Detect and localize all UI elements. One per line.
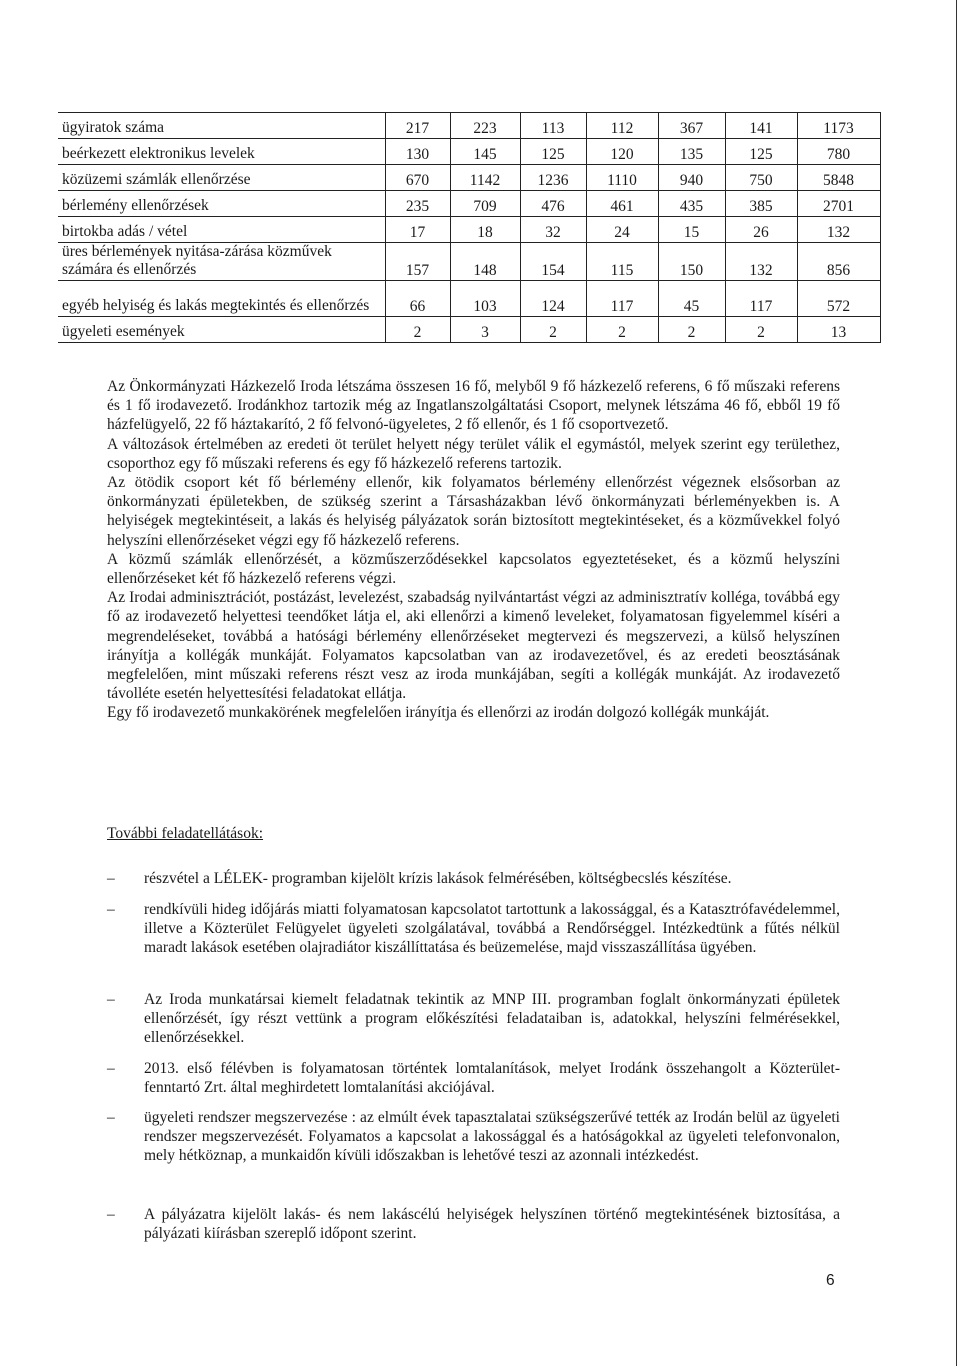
- bullet-dash: –: [107, 991, 115, 1008]
- page-number: 6: [826, 1272, 835, 1289]
- bullet-dash: –: [107, 870, 115, 887]
- paragraph-staff: Az Önkormányzati Házkezelő Iroda létszáma összesen 16 fő, melyből 9 fő házkezelő referens, 6 fő műszaki referens és 1 fő irodavezető. Irodánkhoz tartozik még az Ingatlanszolgáltatási Csoport, melynek létszáma 46 fő, ebből 19 fő házfelügyelő, 22 fő háztakarító, 2 fő felvonó-ügyeletes, 2 fő ellenőr, és 1 fő csoportvezető.: [107, 378, 840, 434]
- table-cell: 103: [450, 281, 520, 317]
- table-row: [58, 317, 880, 343]
- table-cell: 45: [658, 281, 725, 317]
- paragraph-office-head: Egy fő irodavezető munkakörének megfelelően irányítja és ellenőrzi az irodán dolgozó kollégák munkáját.: [107, 704, 770, 722]
- table-row: [58, 165, 880, 191]
- table-cell: 132: [797, 217, 880, 243]
- table-cell: 1236: [520, 165, 586, 191]
- table-cell: 125: [520, 139, 586, 165]
- table-cell: 120: [586, 139, 658, 165]
- table-cell: 856: [797, 243, 880, 281]
- table-cell: 1142: [450, 165, 520, 191]
- section-heading: További feladatellátások:: [107, 825, 264, 842]
- table-cell: 1110: [586, 165, 658, 191]
- table-cell: 3: [450, 317, 520, 343]
- table-cell: 17: [385, 217, 450, 243]
- table-cell: 940: [658, 165, 725, 191]
- table-cell: 217: [385, 113, 450, 139]
- table-cell: 461: [586, 191, 658, 217]
- body-text: [107, 377, 840, 723]
- table-cell: 125: [725, 139, 797, 165]
- table-cell: 2: [520, 317, 586, 343]
- bullet-text: részvétel a LÉLEK- programban kijelölt krízis lakások felmérésében, költségbecslés készítése.: [144, 870, 732, 887]
- table-cell: 26: [725, 217, 797, 243]
- table-cell: 2: [385, 317, 450, 343]
- table-cell: 130: [385, 139, 450, 165]
- row-label: ügyeleti események: [62, 323, 185, 340]
- table-row: [58, 191, 880, 217]
- table-cell: 670: [385, 165, 450, 191]
- table-cell: 150: [658, 243, 725, 281]
- table-cell: 2: [725, 317, 797, 343]
- table-cell: 112: [586, 113, 658, 139]
- table-cell: 66: [385, 281, 450, 317]
- table-cell: 117: [586, 281, 658, 317]
- statistics-table: [58, 112, 881, 343]
- table-cell: 15: [658, 217, 725, 243]
- table-cell: 572: [797, 281, 880, 317]
- table-cell: 157: [385, 243, 450, 281]
- table-cell: 2701: [797, 191, 880, 217]
- table-cell: 117: [725, 281, 797, 317]
- table-cell: 2: [586, 317, 658, 343]
- table-row: [58, 281, 880, 317]
- bullet-text: 2013. első félévben is folyamatosan történtek lomtalanítások, melyet Irodánk összehangolt a Közterület-fenntartó Zrt. által meghirdetett lomtalanítási akciójával.: [144, 1060, 840, 1097]
- row-label: ügyiratok száma: [62, 119, 165, 136]
- table-cell: 148: [450, 243, 520, 281]
- table-cell: 2: [658, 317, 725, 343]
- paragraph-administration: Az Irodai adminisztrációt, postázást, levelezést, szabadság nyilvántartást végzi az adminisztratív kolléga, továbbá egy fő az irodavezető helyettesi teendőket látja el, aki ellenőrzi a kimenő leveleket, folyamatosan figyelemmel kíséri a megrendeléseket, továbbá a hatósági bérlemény ellenőrzéseket megtervezi és megszervezi, a külső helyszínen irányítja a kollégák munkáját. Folyamatos kapcsolatban van az irodavezetővel, és az eredeti beosztásának megfelelően, mint műszaki referens részt vesz az iroda munkájában, segíti a kollégák munkáját. Az irodavezető távolléte esetén helyettesítési feladatokat ellátja.: [107, 589, 840, 703]
- table-cell: 13: [797, 317, 880, 343]
- table-cell: 435: [658, 191, 725, 217]
- bullet-dash: –: [107, 901, 115, 918]
- row-label: beérkezett elektronikus levelek: [62, 145, 255, 162]
- table-cell: 113: [520, 113, 586, 139]
- row-label: bérlemény ellenőrzések: [62, 197, 209, 214]
- table-cell: 135: [658, 139, 725, 165]
- bullet-text: rendkívüli hideg időjárás miatti folyamatosan kapcsolatot tartottunk a lakossággal, és a Katasztrófavédelemmel, illetve a Közterület Felügyelet ügyeleti szolgálatával, továbbá a Rendőrséggel. Intézkedtünk a fűtés nélkül maradt lakások esetében olajradiátor kiszállíttatása és beüzemelése, majd visszaszállítása ügyében.: [144, 901, 840, 957]
- table-row: [58, 113, 880, 139]
- bullet-dash: –: [107, 1109, 115, 1126]
- table-cell: 1173: [797, 113, 880, 139]
- table-cell: 235: [385, 191, 450, 217]
- table-cell: 385: [725, 191, 797, 217]
- table-cell: 18: [450, 217, 520, 243]
- bullet-text: A pályázatra kijelölt lakás- és nem lakáscélú helyiségek helyszínen történő megtekintésének biztosítása, a pályázati kiírásban szereplő időpont szerint.: [144, 1206, 840, 1243]
- table-cell: 367: [658, 113, 725, 139]
- table-row: [58, 243, 880, 281]
- table-cell: 145: [450, 139, 520, 165]
- bullet-text: ügyeleti rendszer megszervezése : az elmúlt évek tapasztalatai szükségszerűvé tették az Irodán belül az ügyeleti rendszer megszervezését. Folyamatos a kapcsolat a lakossággal és a hatóságokkal az ügyeleti telefonvonalon, mely hétköznap, a munkaidőn kívüli időszakban is lehetővé teszi az azonnali intézkedést.: [144, 1109, 840, 1165]
- table-row: [58, 139, 880, 165]
- paragraph-changes: A változások értelmében az eredeti öt terület helyett négy terület válik el egymástól, melyek szerint egy területhez, csoporthoz egy fő műszaki referens és egy fő házkezelő referens tartozik.: [107, 435, 840, 472]
- table-cell: 476: [520, 191, 586, 217]
- row-label: birtokba adás / vétel: [62, 223, 188, 240]
- row-label: egyéb helyiség és lakás megtekintés és ellenőrzés: [62, 297, 370, 314]
- table-cell: 5848: [797, 165, 880, 191]
- bullet-dash: –: [107, 1060, 115, 1077]
- table-cell: 141: [725, 113, 797, 139]
- paragraph-utility-bills: A közmű számlák ellenőrzését, a közműszerződésekkel kapcsolatos egyeztetéseket, és a közmű helyszíni ellenőrzéseket két fő házkezelő referens végzi.: [107, 550, 840, 588]
- table-cell: 154: [520, 243, 586, 281]
- bullet-dash: –: [107, 1206, 115, 1223]
- table-cell: 709: [450, 191, 520, 217]
- paragraph-fifth-group: Az ötödik csoport két fő bérlemény ellenőr, kik folyamatos bérlemény ellenőrzést végeznek elsősorban az önkormányzati épületekben, de szükség szerint a Társasházakban lévő önkormányzati bérleményekben is. A helyiségek megtekintéseit, a lakás és helyiség pályázatok során biztosított megtekintéseket, és a közművekkel folyó helyszíni ellenőrzéseket végzi egy fő házkezelő referens.: [107, 474, 840, 549]
- table-cell: 750: [725, 165, 797, 191]
- table-cell: 780: [797, 139, 880, 165]
- table-cell: 124: [520, 281, 586, 317]
- table-cell: 32: [520, 217, 586, 243]
- row-label: közüzemi számlák ellenőrzése: [62, 171, 251, 188]
- table-cell: 24: [586, 217, 658, 243]
- table-cell: 223: [450, 113, 520, 139]
- bullet-text: Az Iroda munkatársai kiemelt feladatnak tekintik az MNP III. programban foglalt önkormányzati épületek ellenőrzését, így részt vettünk a program előkészítési feladataiban is, adatokkal, helyszíni felmérésekkel, ellenőrzésekkel.: [144, 991, 840, 1047]
- table-cell: 115: [586, 243, 658, 281]
- table-cell: 132: [725, 243, 797, 281]
- row-label: üres bérlemények nyitása-zárása közművek számára és ellenőrzés: [62, 243, 332, 278]
- table-row: [58, 217, 880, 243]
- scan-edge-line: [956, 0, 957, 1366]
